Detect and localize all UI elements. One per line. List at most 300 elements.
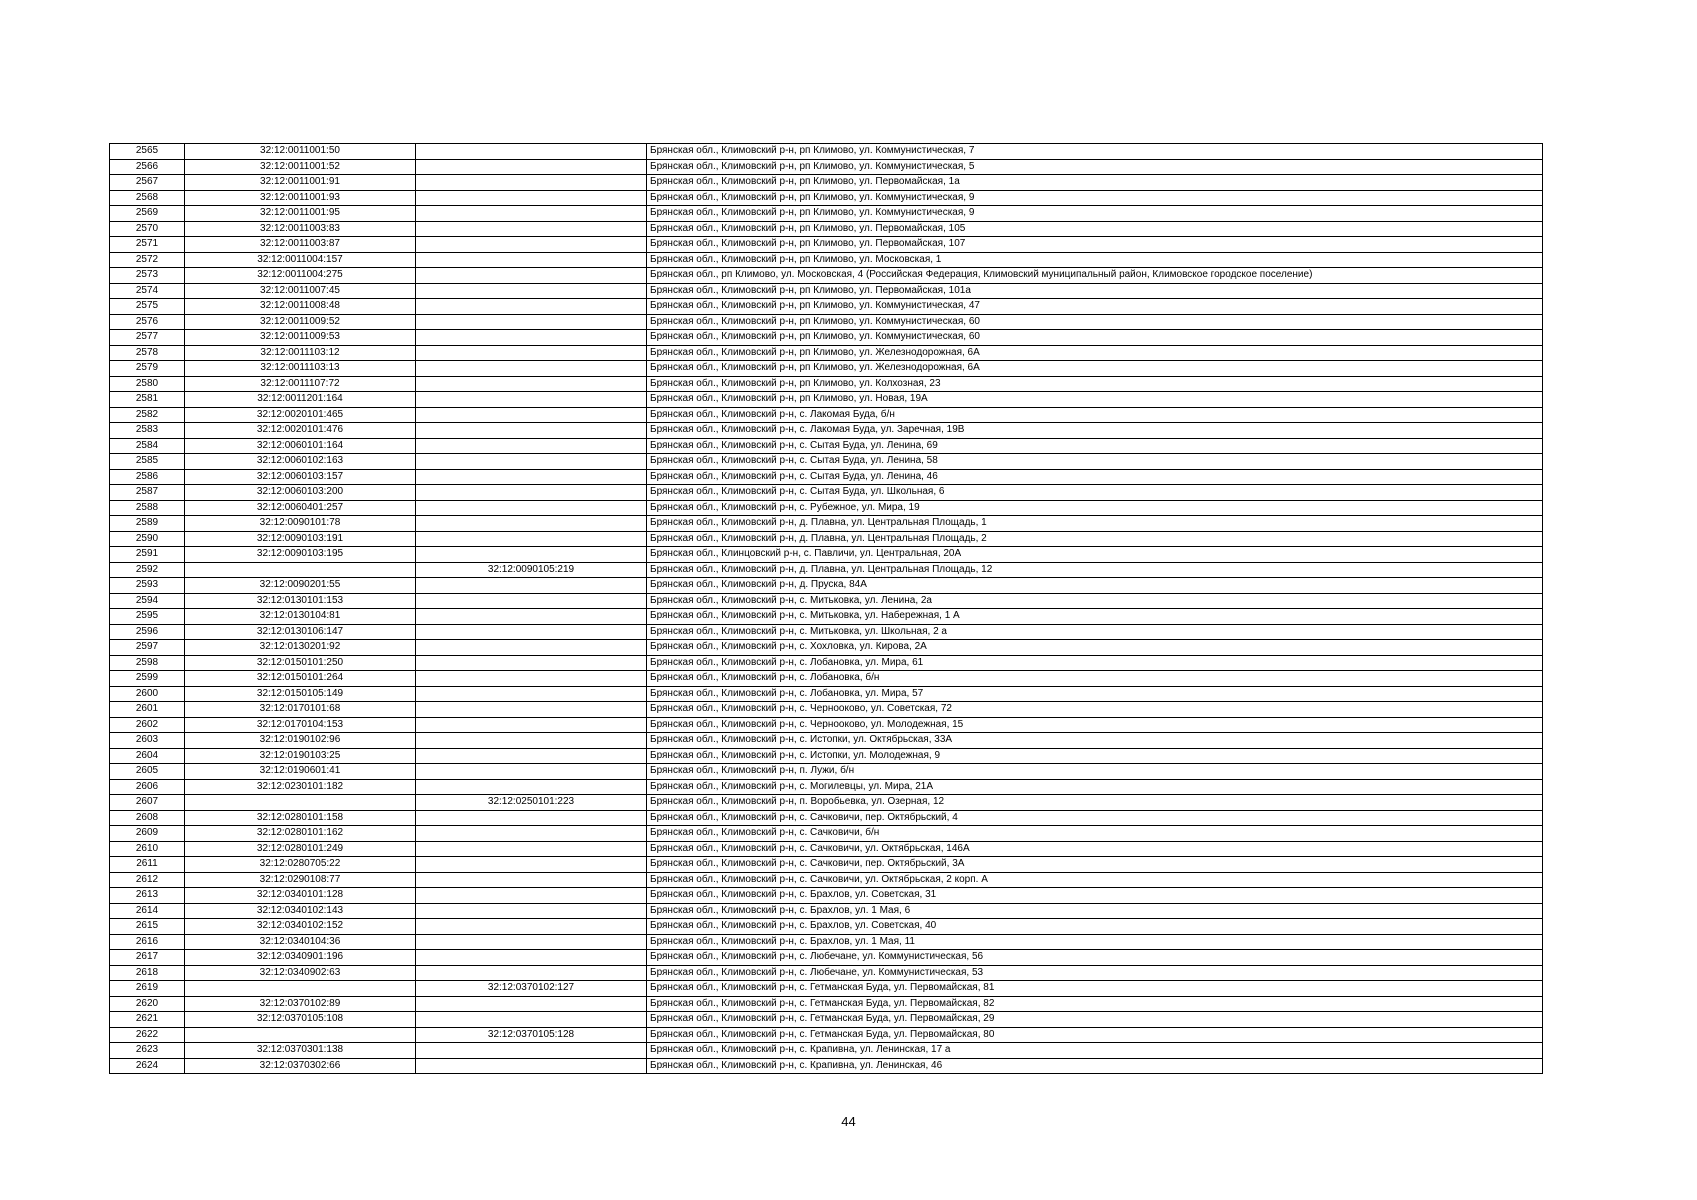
- table-row: [110, 640, 1543, 656]
- cadastral-number-alt-cell: [416, 407, 647, 423]
- table-row: [110, 423, 1543, 439]
- cadastral-number-alt-cell: 32:12:0370102:127: [416, 981, 647, 997]
- address-cell: Брянская обл., Климовский р-н, с. Гетманская Буда, ул. Первомайская, 80: [647, 1027, 1543, 1043]
- cadastral-number-cell: 32:12:0150105:149: [185, 686, 416, 702]
- address-cell: Брянская обл., Климовский р-н, рп Климово, ул. Первомайская, 107: [647, 237, 1543, 253]
- cadastral-number-cell: 32:12:0011107:72: [185, 376, 416, 392]
- row-number-cell: 2573: [110, 268, 185, 284]
- cadastral-number-cell: 32:12:0280705:22: [185, 857, 416, 873]
- address-cell: Брянская обл., Климовский р-н, с. Сытая Буда, ул. Школьная, 6: [647, 485, 1543, 501]
- cadastral-number-cell: 32:12:0011103:13: [185, 361, 416, 377]
- cadastral-number-cell: 32:12:0011001:52: [185, 159, 416, 175]
- table-row: [110, 1012, 1543, 1028]
- address-cell: Брянская обл., рп Климово, ул. Московская, 4 (Российская Федерация, Климовский муниципальный район, Климовское городское поселение): [647, 268, 1543, 284]
- row-number-cell: 2583: [110, 423, 185, 439]
- cadastral-number-alt-cell: [416, 810, 647, 826]
- row-number-cell: 2590: [110, 531, 185, 547]
- table-row: [110, 268, 1543, 284]
- address-cell: Брянская обл., Климовский р-н, рп Климово, ул. Коммунистическая, 60: [647, 330, 1543, 346]
- page-number: 44: [841, 1114, 856, 1129]
- table-row: [110, 733, 1543, 749]
- cadastral-number-cell: 32:12:0130104:81: [185, 609, 416, 625]
- address-cell: Брянская обл., Климовский р-н, д. Плавна, ул. Центральная Площадь, 1: [647, 516, 1543, 532]
- table-row: [110, 407, 1543, 423]
- row-number-cell: 2613: [110, 888, 185, 904]
- table-row: [110, 469, 1543, 485]
- row-number-cell: 2571: [110, 237, 185, 253]
- cadastral-number-cell: 32:12:0280101:249: [185, 841, 416, 857]
- row-number-cell: 2617: [110, 950, 185, 966]
- cadastral-number-alt-cell: [416, 841, 647, 857]
- cadastral-number-cell: [185, 562, 416, 578]
- table-row: [110, 516, 1543, 532]
- table-row: [110, 593, 1543, 609]
- row-number-cell: 2620: [110, 996, 185, 1012]
- address-cell: Брянская обл., Климовский р-н, с. Чернооково, ул. Молодежная, 15: [647, 717, 1543, 733]
- table-row: [110, 841, 1543, 857]
- address-cell: Брянская обл., Климовский р-н, с. Чернооково, ул. Советская, 72: [647, 702, 1543, 718]
- table-row: [110, 686, 1543, 702]
- cadastral-number-cell: 32:12:0340101:128: [185, 888, 416, 904]
- table-row: [110, 330, 1543, 346]
- address-cell: Брянская обл., Климовский р-н, с. Крапивна, ул. Ленинская, 46: [647, 1058, 1543, 1074]
- cadastral-number-alt-cell: [416, 624, 647, 640]
- cadastral-number-alt-cell: 32:12:0250101:223: [416, 795, 647, 811]
- cadastral-number-cell: 32:12:0190103:25: [185, 748, 416, 764]
- row-number-cell: 2601: [110, 702, 185, 718]
- row-number-cell: 2567: [110, 175, 185, 191]
- table-row: [110, 996, 1543, 1012]
- table-row: [110, 624, 1543, 640]
- table-row: [110, 252, 1543, 268]
- cadastral-number-cell: 32:12:0370302:66: [185, 1058, 416, 1074]
- address-cell: Брянская обл., Климовский р-н, с. Сачковичи, пер. Октябрьский, 4: [647, 810, 1543, 826]
- cadastral-number-cell: 32:12:0130106:147: [185, 624, 416, 640]
- cadastral-number-cell: 32:12:0011004:157: [185, 252, 416, 268]
- row-number-cell: 2623: [110, 1043, 185, 1059]
- cadastral-number-cell: 32:12:0011007:45: [185, 283, 416, 299]
- cadastral-number-cell: 32:12:0370301:138: [185, 1043, 416, 1059]
- table-row: [110, 206, 1543, 222]
- cadastral-number-alt-cell: [416, 531, 647, 547]
- address-cell: Брянская обл., Климовский р-н, с. Митьковка, ул. Школьная, 2 а: [647, 624, 1543, 640]
- address-cell: Брянская обл., Климовский р-н, с. Гетманская Буда, ул. Первомайская, 29: [647, 1012, 1543, 1028]
- table-row: [110, 888, 1543, 904]
- row-number-cell: 2605: [110, 764, 185, 780]
- row-number-cell: 2592: [110, 562, 185, 578]
- row-number-cell: 2609: [110, 826, 185, 842]
- cadastral-number-cell: [185, 981, 416, 997]
- table-row: [110, 144, 1543, 160]
- address-cell: Брянская обл., Клинцовский р-н, с. Павличи, ул. Центральная, 20А: [647, 547, 1543, 563]
- cadastral-number-alt-cell: [416, 283, 647, 299]
- address-cell: Брянская обл., Климовский р-н, с. Рубежное, ул. Мира, 19: [647, 500, 1543, 516]
- table-row: [110, 190, 1543, 206]
- address-cell: Брянская обл., Климовский р-н, с. Митьковка, ул. Ленина, 2а: [647, 593, 1543, 609]
- address-cell: Брянская обл., Климовский р-н, с. Сачковичи, ул. Октябрьская, 2 корп. А: [647, 872, 1543, 888]
- cadastral-number-cell: 32:12:0090101:78: [185, 516, 416, 532]
- cadastral-number-cell: 32:12:0060103:157: [185, 469, 416, 485]
- row-number-cell: 2602: [110, 717, 185, 733]
- cadastral-number-cell: 32:12:0020101:476: [185, 423, 416, 439]
- cadastral-number-cell: 32:12:0011008:48: [185, 299, 416, 315]
- cadastral-number-alt-cell: [416, 934, 647, 950]
- address-cell: Брянская обл., Климовский р-н, с. Митьковка, ул. Набережная, 1 А: [647, 609, 1543, 625]
- row-number-cell: 2600: [110, 686, 185, 702]
- cadastral-number-cell: 32:12:0011009:52: [185, 314, 416, 330]
- cadastral-number-cell: 32:12:0060401:257: [185, 500, 416, 516]
- address-cell: Брянская обл., Климовский р-н, рп Климово, ул. Первомайская, 105: [647, 221, 1543, 237]
- cadastral-number-cell: 32:12:0150101:250: [185, 655, 416, 671]
- address-cell: Брянская обл., Климовский р-н, с. Сытая Буда, ул. Ленина, 58: [647, 454, 1543, 470]
- cadastral-number-cell: 32:12:0130201:92: [185, 640, 416, 656]
- cadastral-number-alt-cell: [416, 888, 647, 904]
- address-cell: Брянская обл., Климовский р-н, рп Климово, ул. Первомайская, 101а: [647, 283, 1543, 299]
- row-number-cell: 2574: [110, 283, 185, 299]
- address-cell: Брянская обл., Климовский р-н, рп Климово, ул. Первомайская, 1а: [647, 175, 1543, 191]
- cadastral-number-alt-cell: [416, 826, 647, 842]
- cadastral-number-cell: 32:12:0340902:63: [185, 965, 416, 981]
- cadastral-number-alt-cell: [416, 996, 647, 1012]
- row-number-cell: 2595: [110, 609, 185, 625]
- table-row: [110, 872, 1543, 888]
- table-row: [110, 361, 1543, 377]
- table-row: [110, 454, 1543, 470]
- cadastral-number-alt-cell: [416, 345, 647, 361]
- row-number-cell: 2621: [110, 1012, 185, 1028]
- table-row: [110, 376, 1543, 392]
- cadastral-number-alt-cell: [416, 919, 647, 935]
- cadastral-number-cell: 32:12:0230101:182: [185, 779, 416, 795]
- row-number-cell: 2606: [110, 779, 185, 795]
- address-cell: Брянская обл., Климовский р-н, рп Климово, ул. Коммунистическая, 9: [647, 190, 1543, 206]
- row-number-cell: 2580: [110, 376, 185, 392]
- address-cell: Брянская обл., Климовский р-н, рп Климово, ул. Новая, 19А: [647, 392, 1543, 408]
- row-number-cell: 2577: [110, 330, 185, 346]
- address-cell: Брянская обл., Климовский р-н, д. Пруска, 84А: [647, 578, 1543, 594]
- row-number-cell: 2615: [110, 919, 185, 935]
- row-number-cell: 2585: [110, 454, 185, 470]
- cadastral-number-alt-cell: [416, 454, 647, 470]
- table-row: [110, 764, 1543, 780]
- address-cell: Брянская обл., Климовский р-н, рп Климово, ул. Колхозная, 23: [647, 376, 1543, 392]
- row-number-cell: 2597: [110, 640, 185, 656]
- table-row: [110, 314, 1543, 330]
- row-number-cell: 2570: [110, 221, 185, 237]
- address-cell: Брянская обл., Климовский р-н, с. Любечане, ул. Коммунистическая, 53: [647, 965, 1543, 981]
- address-cell: Брянская обл., Климовский р-н, с. Истопки, ул. Октябрьская, 33А: [647, 733, 1543, 749]
- table-row: [110, 345, 1543, 361]
- cadastral-number-cell: 32:12:0060103:200: [185, 485, 416, 501]
- cadastral-number-alt-cell: [416, 965, 647, 981]
- address-cell: Брянская обл., Климовский р-н, с. Лобановка, б/н: [647, 671, 1543, 687]
- table-row: [110, 221, 1543, 237]
- cadastral-number-cell: 32:12:0340901:196: [185, 950, 416, 966]
- row-number-cell: 2593: [110, 578, 185, 594]
- address-cell: Брянская обл., Климовский р-н, с. Могилевцы, ул. Мира, 21А: [647, 779, 1543, 795]
- cadastral-number-cell: 32:12:0150101:264: [185, 671, 416, 687]
- table-row: [110, 965, 1543, 981]
- table-row: [110, 810, 1543, 826]
- address-cell: Брянская обл., Климовский р-н, д. Плавна, ул. Центральная Площадь, 12: [647, 562, 1543, 578]
- cadastral-number-alt-cell: [416, 190, 647, 206]
- cadastral-number-cell: 32:12:0370102:89: [185, 996, 416, 1012]
- cadastral-number-cell: 32:12:0011001:95: [185, 206, 416, 222]
- address-cell: Брянская обл., Климовский р-н, с. Брахлов, ул. Советская, 40: [647, 919, 1543, 935]
- row-number-cell: 2612: [110, 872, 185, 888]
- address-cell: Брянская обл., Климовский р-н, рп Климово, ул. Коммунистическая, 47: [647, 299, 1543, 315]
- row-number-cell: 2575: [110, 299, 185, 315]
- address-cell: Брянская обл., Климовский р-н, с. Любечане, ул. Коммунистическая, 56: [647, 950, 1543, 966]
- row-number-cell: 2610: [110, 841, 185, 857]
- address-cell: Брянская обл., Климовский р-н, с. Лобановка, ул. Мира, 57: [647, 686, 1543, 702]
- row-number-cell: 2607: [110, 795, 185, 811]
- address-cell: Брянская обл., Климовский р-н, рп Климово, ул. Коммунистическая, 9: [647, 206, 1543, 222]
- address-cell: Брянская обл., Климовский р-н, рп Климово, ул. Железнодорожная, 6А: [647, 345, 1543, 361]
- cadastral-number-cell: 32:12:0280101:162: [185, 826, 416, 842]
- cadastral-number-alt-cell: [416, 206, 647, 222]
- table-row: [110, 655, 1543, 671]
- cadastral-number-cell: 32:12:0190102:96: [185, 733, 416, 749]
- row-number-cell: 2578: [110, 345, 185, 361]
- address-cell: Брянская обл., Климовский р-н, с. Крапивна, ул. Ленинская, 17 а: [647, 1043, 1543, 1059]
- cadastral-number-alt-cell: [416, 221, 647, 237]
- cadastral-number-alt-cell: [416, 423, 647, 439]
- row-number-cell: 2603: [110, 733, 185, 749]
- row-number-cell: 2569: [110, 206, 185, 222]
- row-number-cell: 2582: [110, 407, 185, 423]
- cadastral-number-cell: 32:12:0280101:158: [185, 810, 416, 826]
- row-number-cell: 2581: [110, 392, 185, 408]
- cadastral-number-cell: 32:12:0090103:195: [185, 547, 416, 563]
- cadastral-number-alt-cell: [416, 779, 647, 795]
- cadastral-number-alt-cell: [416, 733, 647, 749]
- row-number-cell: 2586: [110, 469, 185, 485]
- cadastral-number-cell: 32:12:0340104:36: [185, 934, 416, 950]
- table-row: [110, 500, 1543, 516]
- row-number-cell: 2579: [110, 361, 185, 377]
- cadastral-number-alt-cell: [416, 702, 647, 718]
- row-number-cell: 2566: [110, 159, 185, 175]
- address-cell: Брянская обл., Климовский р-н, рп Климово, ул. Коммунистическая, 5: [647, 159, 1543, 175]
- row-number-cell: 2599: [110, 671, 185, 687]
- row-number-cell: 2598: [110, 655, 185, 671]
- address-cell: Брянская обл., Климовский р-н, п. Воробьевка, ул. Озерная, 12: [647, 795, 1543, 811]
- row-number-cell: 2611: [110, 857, 185, 873]
- cadastral-number-cell: 32:12:0290108:77: [185, 872, 416, 888]
- cadastral-number-cell: 32:12:0060102:163: [185, 454, 416, 470]
- row-number-cell: 2572: [110, 252, 185, 268]
- cadastral-number-alt-cell: [416, 361, 647, 377]
- address-cell: Брянская обл., Климовский р-н, с. Истопки, ул. Молодежная, 9: [647, 748, 1543, 764]
- cadastral-number-cell: [185, 1027, 416, 1043]
- cadastral-number-cell: 32:12:0020101:465: [185, 407, 416, 423]
- table-row: [110, 438, 1543, 454]
- address-cell: Брянская обл., Климовский р-н, рп Климово, ул. Железнодорожная, 6А: [647, 361, 1543, 377]
- cadastral-number-alt-cell: [416, 547, 647, 563]
- address-cell: Брянская обл., Климовский р-н, с. Гетманская Буда, ул. Первомайская, 81: [647, 981, 1543, 997]
- table-row: [110, 547, 1543, 563]
- cadastral-number-alt-cell: [416, 1012, 647, 1028]
- address-cell: Брянская обл., Климовский р-н, с. Сачковичи, ул. Октябрьская, 146А: [647, 841, 1543, 857]
- table-row: [110, 826, 1543, 842]
- address-cell: Брянская обл., Климовский р-н, рп Климово, ул. Коммунистическая, 7: [647, 144, 1543, 160]
- cadastral-number-cell: 32:12:0011201:164: [185, 392, 416, 408]
- cadastral-number-alt-cell: [416, 299, 647, 315]
- row-number-cell: 2587: [110, 485, 185, 501]
- cadastral-number-alt-cell: [416, 717, 647, 733]
- cadastral-number-alt-cell: [416, 748, 647, 764]
- cadastral-number-cell: 32:12:0170101:68: [185, 702, 416, 718]
- cadastral-number-alt-cell: [416, 872, 647, 888]
- cadastral-number-alt-cell: [416, 392, 647, 408]
- cadastral-number-cell: 32:12:0370105:108: [185, 1012, 416, 1028]
- cadastral-number-alt-cell: [416, 640, 647, 656]
- cadastral-number-alt-cell: [416, 376, 647, 392]
- cadastral-number-alt-cell: [416, 159, 647, 175]
- table-row: [110, 934, 1543, 950]
- table-row: [110, 159, 1543, 175]
- row-number-cell: 2589: [110, 516, 185, 532]
- table-row: [110, 392, 1543, 408]
- table-row: [110, 950, 1543, 966]
- cadastral-number-cell: 32:12:0170104:153: [185, 717, 416, 733]
- cadastral-number-cell: 32:12:0060101:164: [185, 438, 416, 454]
- table-row: [110, 717, 1543, 733]
- address-cell: Брянская обл., Климовский р-н, с. Брахлов, ул. Советская, 31: [647, 888, 1543, 904]
- cadastral-number-alt-cell: [416, 950, 647, 966]
- cadastral-number-cell: 32:12:0190601:41: [185, 764, 416, 780]
- records-table: [109, 143, 1543, 1074]
- table-row: [110, 1058, 1543, 1074]
- row-number-cell: 2616: [110, 934, 185, 950]
- cadastral-number-alt-cell: [416, 175, 647, 191]
- address-cell: Брянская обл., Климовский р-н, д. Плавна, ул. Центральная Площадь, 2: [647, 531, 1543, 547]
- row-number-cell: 2591: [110, 547, 185, 563]
- cadastral-number-alt-cell: [416, 500, 647, 516]
- address-cell: Брянская обл., Климовский р-н, с. Лакомая Буда, б/н: [647, 407, 1543, 423]
- address-cell: Брянская обл., Климовский р-н, с. Сытая Буда, ул. Ленина, 46: [647, 469, 1543, 485]
- cadastral-number-cell: 32:12:0011003:83: [185, 221, 416, 237]
- cadastral-number-cell: 32:12:0011001:50: [185, 144, 416, 160]
- address-cell: Брянская обл., Климовский р-н, с. Брахлов, ул. 1 Мая, 11: [647, 934, 1543, 950]
- cadastral-number-alt-cell: [416, 593, 647, 609]
- records-table-body: [110, 144, 1543, 1074]
- address-cell: Брянская обл., Климовский р-н, рп Климово, ул. Московская, 1: [647, 252, 1543, 268]
- cadastral-number-alt-cell: [416, 903, 647, 919]
- cadastral-number-cell: 32:12:0011103:12: [185, 345, 416, 361]
- table-row: [110, 1027, 1543, 1043]
- table-row: [110, 283, 1543, 299]
- table-row: [110, 857, 1543, 873]
- cadastral-number-cell: 32:12:0340102:143: [185, 903, 416, 919]
- cadastral-number-alt-cell: [416, 655, 647, 671]
- row-number-cell: 2622: [110, 1027, 185, 1043]
- cadastral-number-alt-cell: [416, 1043, 647, 1059]
- cadastral-number-alt-cell: [416, 330, 647, 346]
- table-row: [110, 702, 1543, 718]
- address-cell: Брянская обл., Климовский р-н, п. Лужи, б/н: [647, 764, 1543, 780]
- row-number-cell: 2619: [110, 981, 185, 997]
- cadastral-number-alt-cell: [416, 516, 647, 532]
- table-row: [110, 562, 1543, 578]
- cadastral-number-alt-cell: [416, 764, 647, 780]
- address-cell: Брянская обл., Климовский р-н, с. Лобановка, ул. Мира, 61: [647, 655, 1543, 671]
- table-row: [110, 531, 1543, 547]
- cadastral-number-alt-cell: [416, 671, 647, 687]
- table-row: [110, 237, 1543, 253]
- row-number-cell: 2618: [110, 965, 185, 981]
- table-row: [110, 795, 1543, 811]
- cadastral-number-cell: 32:12:0011004:275: [185, 268, 416, 284]
- cadastral-number-alt-cell: [416, 268, 647, 284]
- cadastral-number-cell: 32:12:0340102:152: [185, 919, 416, 935]
- cadastral-number-alt-cell: [416, 144, 647, 160]
- address-cell: Брянская обл., Климовский р-н, рп Климово, ул. Коммунистическая, 60: [647, 314, 1543, 330]
- cadastral-number-cell: 32:12:0011001:91: [185, 175, 416, 191]
- table-row: [110, 609, 1543, 625]
- address-cell: Брянская обл., Климовский р-н, с. Лакомая Буда, ул. Заречная, 19В: [647, 423, 1543, 439]
- address-cell: Брянская обл., Климовский р-н, с. Сытая Буда, ул. Ленина, 69: [647, 438, 1543, 454]
- address-cell: Брянская обл., Климовский р-н, с. Хохловка, ул. Кирова, 2А: [647, 640, 1543, 656]
- row-number-cell: 2596: [110, 624, 185, 640]
- table-row: [110, 748, 1543, 764]
- table-row: [110, 903, 1543, 919]
- row-number-cell: 2576: [110, 314, 185, 330]
- cadastral-number-alt-cell: [416, 485, 647, 501]
- cadastral-number-alt-cell: [416, 314, 647, 330]
- address-cell: Брянская обл., Климовский р-н, с. Брахлов, ул. 1 Мая, 6: [647, 903, 1543, 919]
- address-cell: Брянская обл., Климовский р-н, с. Гетманская Буда, ул. Первомайская, 82: [647, 996, 1543, 1012]
- table-row: [110, 175, 1543, 191]
- row-number-cell: 2565: [110, 144, 185, 160]
- cadastral-number-cell: 32:12:0011003:87: [185, 237, 416, 253]
- row-number-cell: 2624: [110, 1058, 185, 1074]
- row-number-cell: 2584: [110, 438, 185, 454]
- cadastral-number-cell: 32:12:0011001:93: [185, 190, 416, 206]
- row-number-cell: 2594: [110, 593, 185, 609]
- row-number-cell: 2608: [110, 810, 185, 826]
- address-cell: Брянская обл., Климовский р-н, с. Сачковичи, б/н: [647, 826, 1543, 842]
- row-number-cell: 2568: [110, 190, 185, 206]
- cadastral-number-alt-cell: [416, 609, 647, 625]
- table-row: [110, 1043, 1543, 1059]
- row-number-cell: 2614: [110, 903, 185, 919]
- table-row: [110, 919, 1543, 935]
- cadastral-number-cell: 32:12:0090103:191: [185, 531, 416, 547]
- cadastral-number-alt-cell: [416, 438, 647, 454]
- cadastral-number-alt-cell: [416, 1058, 647, 1074]
- cadastral-number-cell: 32:12:0090201:55: [185, 578, 416, 594]
- table-row: [110, 578, 1543, 594]
- cadastral-number-alt-cell: [416, 237, 647, 253]
- cadastral-number-alt-cell: [416, 578, 647, 594]
- cadastral-number-alt-cell: [416, 857, 647, 873]
- cadastral-number-alt-cell: [416, 686, 647, 702]
- cadastral-number-alt-cell: 32:12:0090105:219: [416, 562, 647, 578]
- row-number-cell: 2604: [110, 748, 185, 764]
- table-row: [110, 671, 1543, 687]
- table-row: [110, 485, 1543, 501]
- cadastral-number-cell: 32:12:0011009:53: [185, 330, 416, 346]
- table-row: [110, 779, 1543, 795]
- cadastral-number-cell: 32:12:0130101:153: [185, 593, 416, 609]
- cadastral-number-alt-cell: 32:12:0370105:128: [416, 1027, 647, 1043]
- table-row: [110, 299, 1543, 315]
- address-cell: Брянская обл., Климовский р-н, с. Сачковичи, пер. Октябрьский, 3А: [647, 857, 1543, 873]
- cadastral-number-alt-cell: [416, 469, 647, 485]
- row-number-cell: 2588: [110, 500, 185, 516]
